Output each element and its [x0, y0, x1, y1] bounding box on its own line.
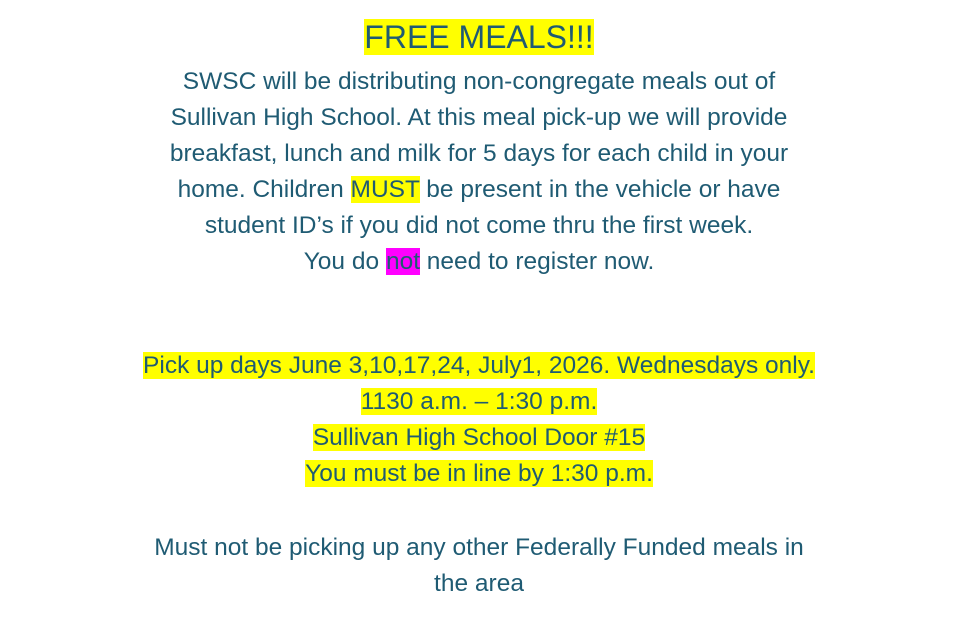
intro-line-6-before: You do [303, 248, 386, 275]
intro-line-5: student ID’s if you did not come thru the first week. [204, 212, 754, 239]
schedule-deadline-line [0, 456, 958, 492]
schedule-location-line [0, 420, 958, 456]
not-highlight: not [385, 248, 420, 275]
intro-line-4-after: be present in the vehicle or have [419, 176, 781, 203]
schedule-time-line [0, 384, 958, 420]
federal-meals-notice [0, 530, 958, 602]
intro-line-1: SWSC will be distributing non-congregate meals out of [182, 68, 776, 95]
title-text: FREE MEALS!!! [364, 19, 594, 55]
schedule-days: Pick up days June 3,10,17,24, July1, 2026. Wednesdays only. [143, 352, 815, 379]
must-highlight: MUST [350, 176, 420, 203]
notice-line-2: the area [434, 570, 524, 597]
intro-line-6 [0, 244, 958, 280]
schedule-time: 1130 a.m. – 1:30 p.m. [360, 388, 598, 415]
schedule-deadline: You must be in line by 1:30 p.m. [305, 460, 653, 487]
schedule-days-line [0, 348, 958, 384]
intro-paragraph [0, 64, 958, 280]
pickup-schedule [0, 348, 958, 492]
flyer-title [0, 15, 958, 59]
intro-line-2: Sullivan High School. At this meal pick-up we will provide [170, 104, 788, 131]
notice-line-1: Must not be picking up any other Federally Funded meals in [154, 534, 804, 561]
intro-line-6-after: need to register now. [420, 248, 655, 275]
intro-line-3: breakfast, lunch and milk for 5 days for each child in your [169, 140, 789, 167]
intro-line-4-before: home. Children [177, 176, 351, 203]
schedule-location: Sullivan High School Door #15 [312, 424, 646, 451]
intro-line-4 [0, 172, 958, 208]
